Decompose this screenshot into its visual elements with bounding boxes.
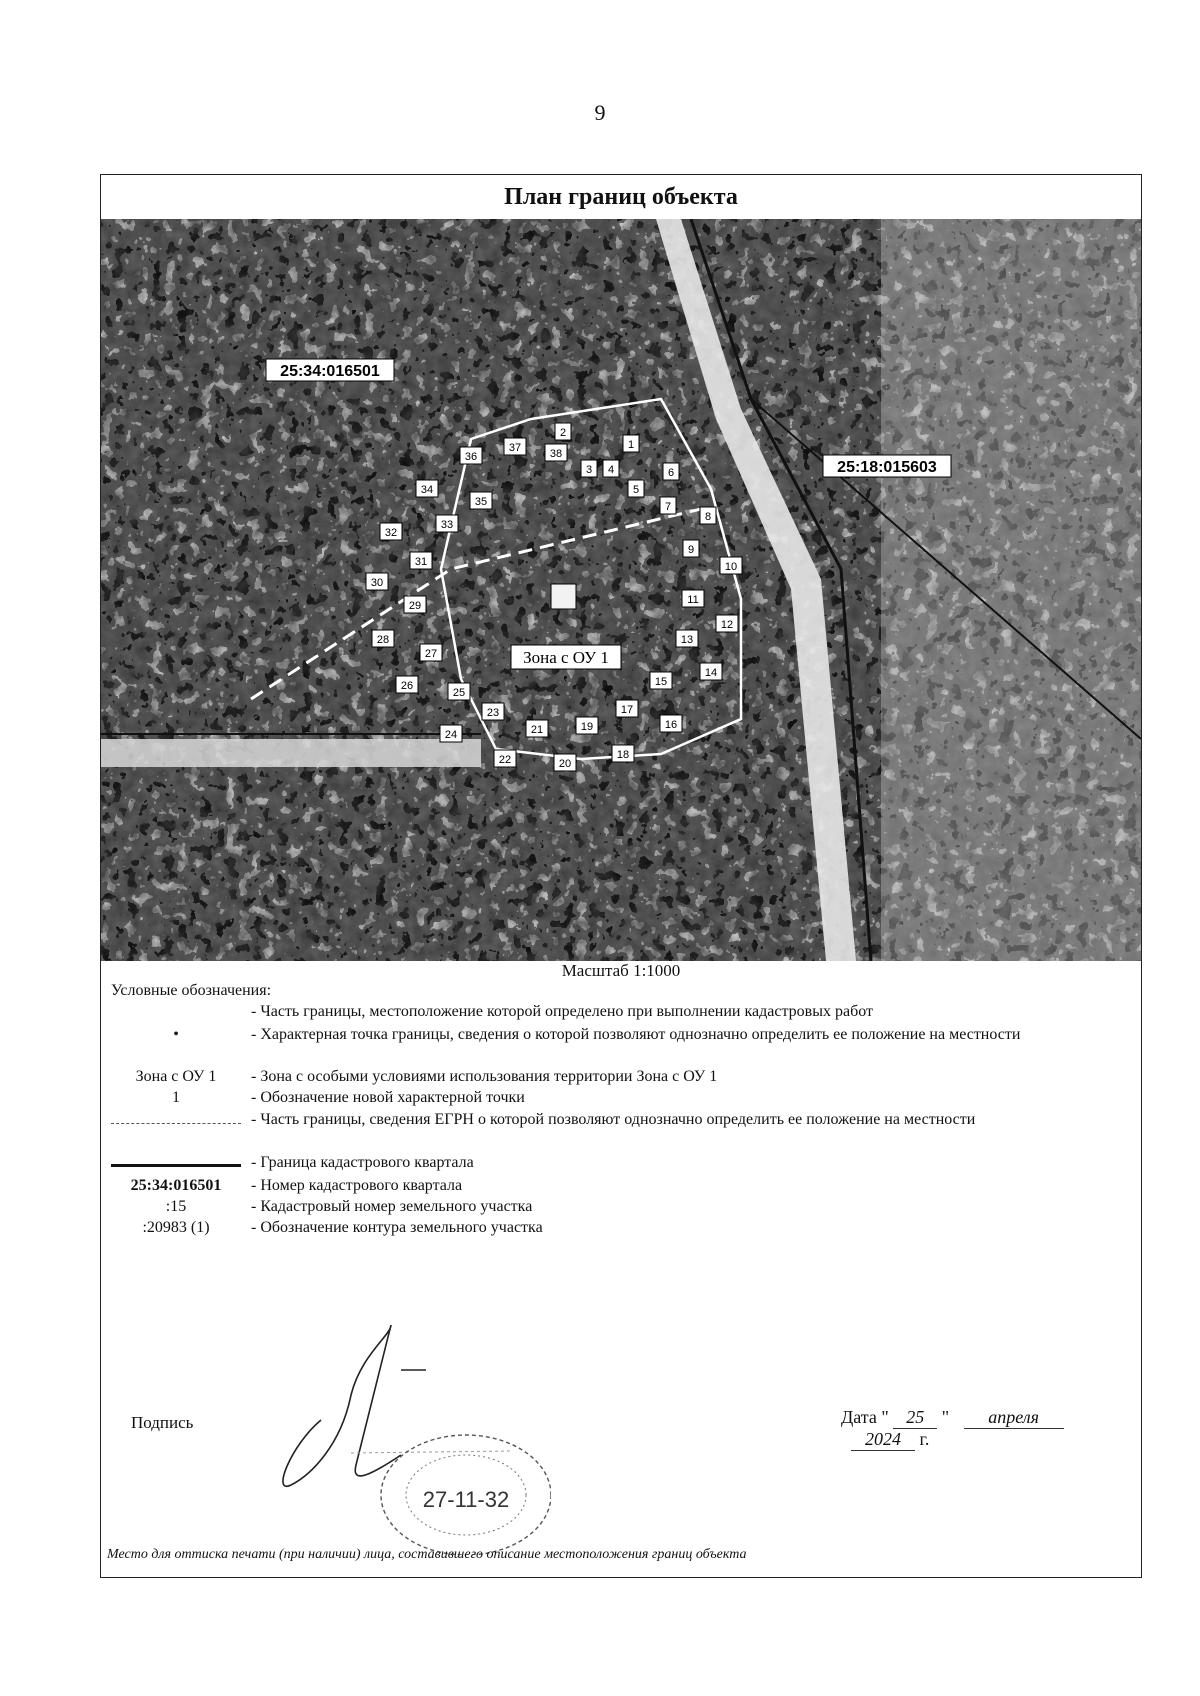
- svg-text:32: 32: [384, 527, 398, 539]
- point-label-36: [460, 447, 482, 464]
- boundary-map: [101, 219, 1141, 961]
- point-label-38: [545, 444, 567, 461]
- svg-text:14: 14: [704, 667, 718, 679]
- svg-text:15: 15: [654, 676, 668, 688]
- stamp-text: 27-11-32: [422, 1487, 510, 1512]
- page-title: План границ объекта: [504, 184, 738, 210]
- scale-text: Масштаб 1:1000: [561, 961, 681, 980]
- svg-text:34: 34: [420, 484, 434, 496]
- point-label-28: [372, 630, 394, 647]
- point-label-10: [720, 557, 742, 574]
- legend-desc: - Часть границы, местоположение которой определено при выполнении кадастровых работ: [251, 1003, 873, 1020]
- date-prefix: Дата ": [841, 1407, 889, 1427]
- point-label-37: [504, 438, 526, 455]
- date-month: апреля: [964, 1407, 1064, 1429]
- svg-text:1: 1: [627, 439, 635, 451]
- point-label-19: [576, 717, 598, 734]
- point-label-20: [554, 754, 576, 771]
- legend-desc: - Номер кадастрового квартала: [251, 1177, 463, 1194]
- legend-desc: - Граница кадастрового квартала: [251, 1154, 474, 1171]
- svg-text:9: 9: [687, 544, 695, 556]
- legend-desc: - Обозначение контура земельного участка: [251, 1219, 543, 1236]
- point-label-22: [494, 750, 516, 767]
- stamp-footnote: Место для оттиска печати (при наличии) лица, составившего описание местоположения границ объекта: [107, 1547, 747, 1562]
- point-label-14: [700, 663, 722, 680]
- legend-symbol-solid-line: [101, 1153, 251, 1172]
- legend-desc: - Зона с особыми условиями использования территории Зона с ОУ 1: [251, 1068, 718, 1085]
- date-suffix: г.: [919, 1429, 930, 1449]
- svg-text:6: 6: [667, 467, 675, 479]
- point-label-30: [366, 573, 388, 590]
- svg-text:8: 8: [704, 511, 712, 523]
- legend-symbol-contour: :20983 (1): [142, 1219, 210, 1236]
- point-label-15: [650, 672, 672, 689]
- svg-text:29: 29: [408, 600, 422, 612]
- svg-text:26: 26: [400, 680, 414, 692]
- date-mid: ": [941, 1407, 950, 1427]
- svg-text:11: 11: [687, 594, 699, 606]
- point-label-34: [416, 480, 438, 497]
- point-label-29: [404, 596, 426, 613]
- signature-label: Подпись: [131, 1413, 194, 1432]
- map-light-area: [881, 219, 1141, 961]
- point-label-13: [676, 630, 698, 647]
- point-label-3: [581, 460, 597, 477]
- point-label-21: [526, 720, 548, 737]
- svg-text:33: 33: [440, 519, 454, 531]
- point-label-24: [440, 725, 462, 742]
- svg-text:17: 17: [620, 704, 634, 716]
- point-label-35: [470, 492, 492, 509]
- date-year: 2024: [851, 1429, 915, 1451]
- svg-text:16: 16: [664, 719, 678, 731]
- date-day: 25: [893, 1407, 937, 1429]
- point-label-1: [623, 435, 639, 452]
- point-label-11: [682, 590, 704, 607]
- point-label-33: [436, 515, 458, 532]
- legend-desc: - Кадастровый номер земельного участка: [251, 1198, 533, 1215]
- svg-text:22: 22: [498, 754, 512, 766]
- document-frame: [100, 174, 1142, 1578]
- point-label-8: [700, 507, 716, 524]
- svg-text:2: 2: [559, 427, 567, 439]
- point-label-7: [660, 497, 676, 514]
- signature-stamp-graphic: [251, 1325, 551, 1555]
- svg-text:Зона с ОУ 1: Зона с ОУ 1: [523, 648, 609, 667]
- aerial-map-svg: [101, 219, 1141, 961]
- svg-text:13: 13: [680, 634, 694, 646]
- svg-text:10: 10: [724, 561, 738, 573]
- svg-text:28: 28: [376, 634, 390, 646]
- legend-desc: - Характерная точка границы, сведения о которой позволяют однозначно определить ее положение на местности: [251, 1026, 1021, 1043]
- legend-symbol-quarter: 25:34:016501: [130, 1177, 222, 1194]
- point-label-23: [482, 703, 504, 720]
- page-number: 9: [594, 100, 606, 125]
- svg-text:18: 18: [616, 749, 630, 761]
- legend-symbol-point: 1: [172, 1089, 180, 1106]
- legend-desc: - Часть границы, сведения ЕГРН о которой позволяют однозначно определить ее положение на местности: [251, 1111, 976, 1128]
- svg-text:23: 23: [486, 707, 500, 719]
- point-label-5: [628, 480, 644, 497]
- building-shape: [551, 584, 576, 609]
- svg-text:36: 36: [464, 451, 478, 463]
- svg-text:25: 25: [452, 687, 466, 699]
- svg-text:20: 20: [558, 758, 572, 770]
- legend-symbol-parcel: :15: [165, 1198, 187, 1215]
- point-label-6: [663, 463, 679, 480]
- point-label-26: [396, 676, 418, 693]
- svg-text:30: 30: [370, 577, 384, 589]
- point-label-31: [410, 552, 432, 569]
- point-label-2: [555, 423, 571, 440]
- svg-text:25:34:016501: 25:34:016501: [280, 363, 380, 380]
- svg-text:31: 31: [414, 556, 428, 568]
- signature-mark: [283, 1325, 401, 1486]
- svg-text:4: 4: [607, 464, 615, 476]
- svg-text:25:18:015603: 25:18:015603: [837, 459, 937, 476]
- svg-text:38: 38: [549, 448, 563, 460]
- legend-desc: - Обозначение новой характерной точки: [251, 1089, 525, 1106]
- legend-title: Условные обозначения:: [111, 982, 272, 999]
- svg-text:21: 21: [530, 724, 544, 736]
- legend-symbol-dot: •: [173, 1026, 179, 1043]
- point-label-32: [380, 523, 402, 540]
- svg-text:35: 35: [474, 496, 488, 508]
- svg-text:27: 27: [424, 648, 438, 660]
- svg-text:19: 19: [580, 721, 594, 733]
- point-label-12: [716, 615, 738, 632]
- point-label-18: [612, 745, 634, 762]
- svg-text:5: 5: [632, 484, 640, 496]
- quarter-label-2: [823, 455, 951, 477]
- point-label-17: [616, 700, 638, 717]
- point-label-27: [420, 644, 442, 661]
- legend-symbol-zone: Зона с ОУ 1: [135, 1068, 217, 1085]
- point-label-4: [603, 460, 619, 477]
- map-horizontal-road: [101, 739, 481, 767]
- svg-text:3: 3: [585, 464, 593, 476]
- svg-text:12: 12: [720, 619, 734, 631]
- date-line: [841, 1407, 1141, 1451]
- svg-text:24: 24: [444, 729, 458, 741]
- point-label-9: [683, 540, 699, 557]
- quarter-label-1: [266, 359, 394, 381]
- zone-label: [511, 645, 621, 669]
- point-label-16: [660, 715, 682, 732]
- svg-text:7: 7: [664, 501, 672, 513]
- svg-text:37: 37: [508, 442, 522, 454]
- point-label-25: [448, 683, 470, 700]
- legend-symbol-dashed-line: [101, 1110, 251, 1129]
